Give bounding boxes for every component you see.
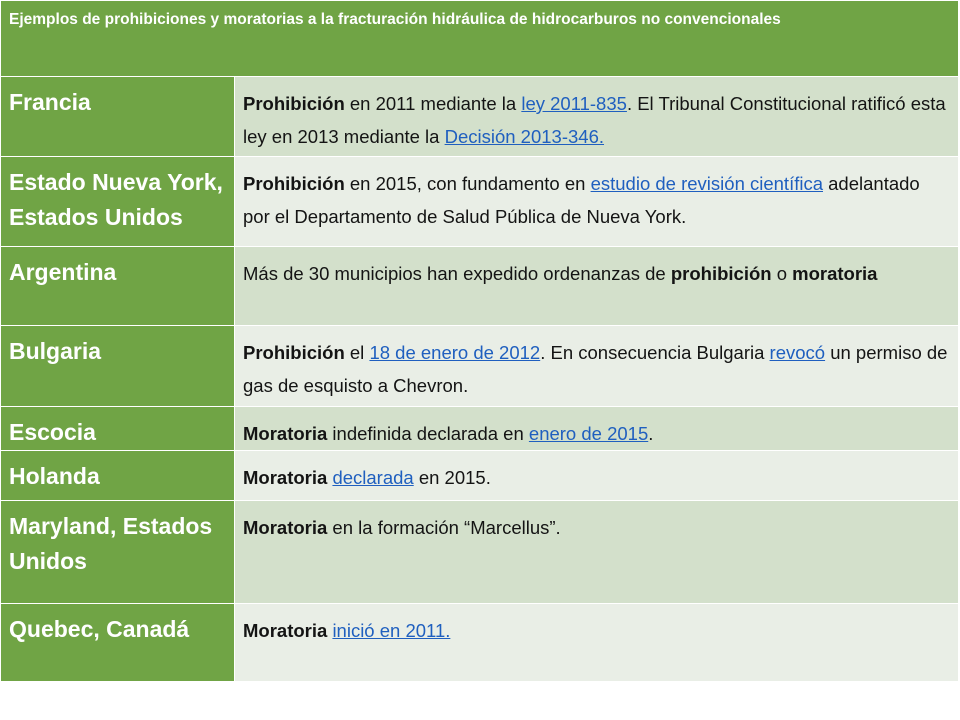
country-cell: Quebec, Canadá <box>1 604 235 682</box>
description-text: en la formación “Marcellus”. <box>327 517 561 538</box>
emphasis-text: Moratoria <box>243 620 328 641</box>
country-cell: Estado Nueva York, Estados Unidos <box>1 157 235 247</box>
description-text: Más de 30 municipios han expedido ordenanzas de <box>243 263 671 284</box>
description-text: el <box>344 342 370 363</box>
description-cell <box>235 77 959 157</box>
description-cell <box>235 247 959 326</box>
description-text: adelantado por el Departamento de Salud Pública de Nueva York. <box>243 173 920 227</box>
country-cell: Maryland, Estados Unidos <box>1 501 235 604</box>
emphasis-text: prohibición <box>670 263 772 284</box>
country-cell: Argentina <box>1 247 235 326</box>
table-title: Ejemplos de prohibiciones y moratorias a la fracturación hidráulica de hidrocarburos no convencionales <box>1 1 959 77</box>
emphasis-text: moratoria <box>792 263 878 284</box>
emphasis-text: Prohibición <box>243 173 345 194</box>
reference-link[interactable]: revocó <box>769 342 826 363</box>
reference-link[interactable]: estudio de revisión científica <box>590 173 823 194</box>
description-cell <box>235 451 959 501</box>
emphasis-text: Prohibición <box>243 342 345 363</box>
reference-link[interactable]: declarada <box>332 467 414 488</box>
description-text: en 2015. <box>413 467 491 488</box>
description-text: . En consecuencia Bulgaria <box>540 342 770 363</box>
description-text: . El Tribunal Constitucional ratificó esta ley en 2013 mediante la <box>243 93 946 147</box>
description-cell <box>235 157 959 247</box>
description-text: en 2015, con fundamento en <box>344 173 591 194</box>
country-cell: Holanda <box>1 451 235 501</box>
country-cell: Bulgaria <box>1 326 235 407</box>
emphasis-text: Moratoria <box>243 517 328 538</box>
reference-link[interactable]: Decisión 2013-346. <box>444 126 605 147</box>
description-cell <box>235 501 959 604</box>
emphasis-text: Prohibición <box>243 93 345 114</box>
reference-link[interactable]: inició en 2011. <box>332 620 451 641</box>
description-text: indefinida declarada en <box>327 423 529 444</box>
country-cell: Escocia <box>1 407 235 451</box>
country-cell: Francia <box>1 77 235 157</box>
reference-link[interactable]: ley 2011-835 <box>521 93 627 114</box>
description-cell <box>235 604 959 682</box>
emphasis-text: Moratoria <box>243 467 328 488</box>
description-text: o <box>771 263 793 284</box>
description-cell <box>235 326 959 407</box>
description-cell <box>235 407 959 451</box>
reference-link[interactable]: 18 de enero de 2012 <box>369 342 541 363</box>
description-text: un permiso de gas de esquisto a Chevron. <box>243 342 948 396</box>
description-text: en 2011 mediante la <box>344 93 522 114</box>
emphasis-text: Moratoria <box>243 423 328 444</box>
reference-link[interactable]: enero de 2015 <box>528 423 649 444</box>
description-text: . <box>648 423 654 444</box>
